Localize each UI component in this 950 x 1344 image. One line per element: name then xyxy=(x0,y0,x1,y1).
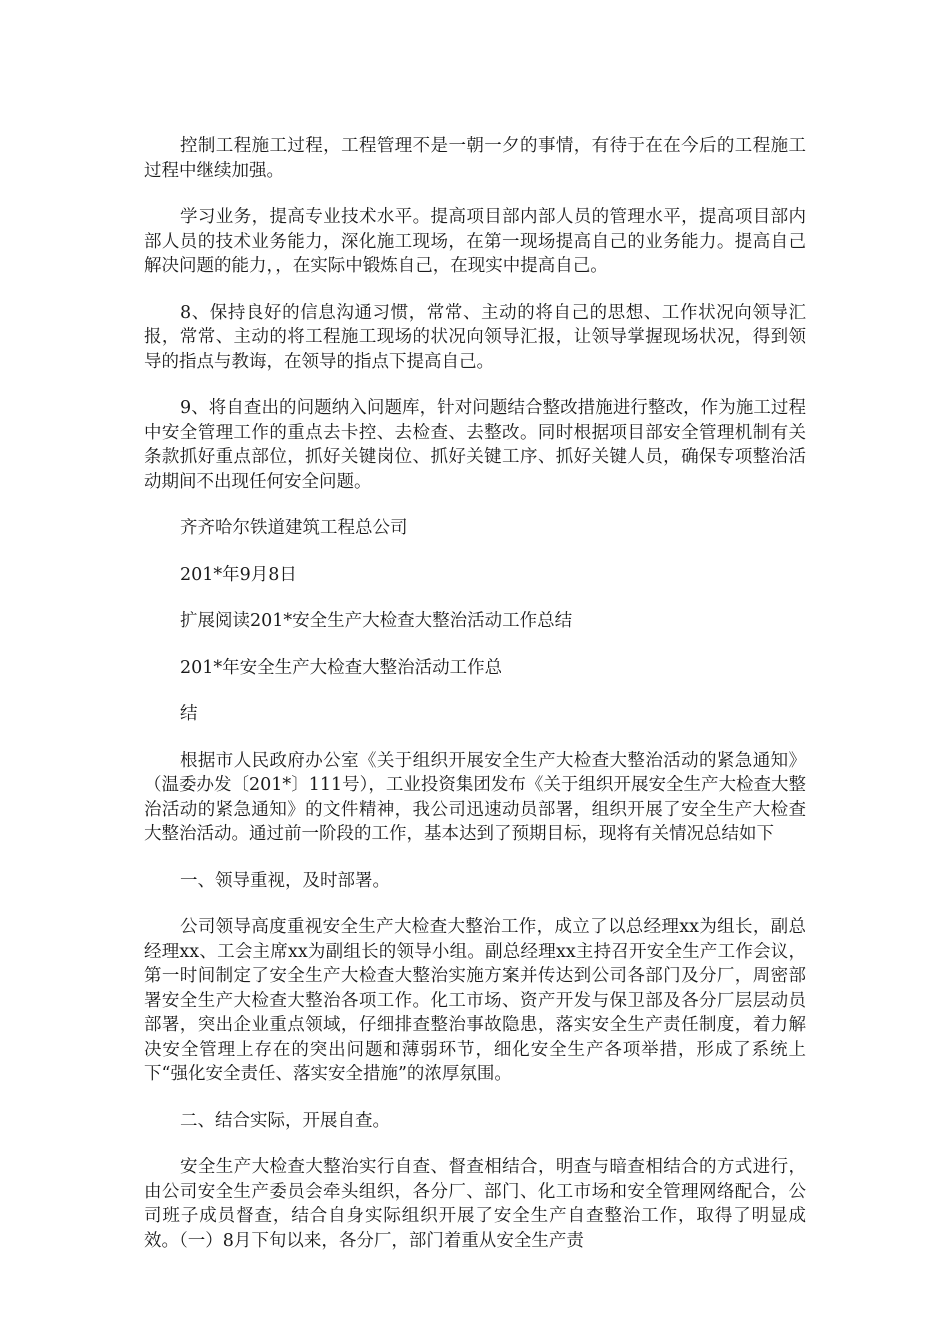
paragraph-leadership: 公司领导高度重视安全生产大检查大整治工作，成立了以总经理xx为组长，副总经理xx、工会主席xx为副组长的领导小组。副总经理xx主持召开安全生产工作会议，第一时间制定了安全生产大检查大整治实施方案并传达到公司各部门及分厂，周密部署安全生产大检查大整治各项工作。化工市场、资产开发与保卫部及各分厂层层动员部署，突出企业重点领域，仔细排查整治事故隐患，落实安全生产责任制度，着力解决安全管理上存在的突出问题和薄弱环节，细化安全生产各项举措，形成了系统上下“强化安全责任、落实安全措施”的浓厚氛围。 xyxy=(144,917,806,1084)
paragraph-study-business: 学习业务，提高专业技术水平。提高项目部内部人员的管理水平，提高项目部内部人员的技术业务能力，深化施工现场，在第一现场提高自己的业务能力。提高自己解决问题的能力，，在实际中锻炼自己，在现实中提高自己。 xyxy=(144,207,806,276)
signature-date: 201*年9月8日 xyxy=(180,564,297,585)
extended-reading-title: 扩展阅读201*安全生产大检查大整治活动工作总结 xyxy=(180,611,573,631)
paragraph-intro: 根据市人民政府办公室《关于组织开展安全生产大检查大整治活动的紧急通知》（温委办发〔201*〕111号），工业投资集团发布《关于组织开展安全生产大检查大整治活动的紧急通知》的文件精神，我公司迅速动员部署，组织开展了安全生产大检查大整治活动。通过前一阶段的工作，基本达到了预期目标，现将有关情况总结如下 xyxy=(144,750,806,844)
section-heading-2: 二、结合实际，开展自查。 xyxy=(180,1110,390,1131)
paragraph-self-check: 安全生产大检查大整治实行自查、督查相结合，明查与暗查相结合的方式进行，由公司安全生产委员会牵头组织，各分厂、部门、化工市场和安全管理网络配合，公司班子成员督查，结合自身实际组织开展了安全生产自查整治工作，取得了明显成效。（一）8月下旬以来，各分厂，部门着重从安全生产责 xyxy=(144,1157,806,1251)
company-signature: 齐齐哈尔铁道建筑工程总公司 xyxy=(180,518,408,538)
paragraph-item-9: 9、将自查出的问题纳入问题库，针对问题结合整改措施进行整改，作为施工过程中安全管理工作的重点去卡控、去检查、去整改。同时根据项目部安全管理机制有关条款抓好重点部位，抓好关键岗位、抓好关键工序、抓好关键人员，确保专项整治活动期间不出现任何安全问题。 xyxy=(144,398,806,492)
summary-title-end: 结 xyxy=(180,704,198,724)
document-page xyxy=(144,134,806,1275)
summary-title: 201*年安全生产大检查大整治活动工作总 xyxy=(180,657,503,678)
paragraph-control-process: 控制工程施工过程，工程管理不是一朝一夕的事情，有待于在在今后的工程施工过程中继续加强。 xyxy=(144,136,806,181)
paragraph-item-8: 8、保持良好的信息沟通习惯，常常、主动的将自己的思想、工作状况向领导汇报，常常、主动的将工程施工现场的状况向领导汇报，让领导掌握现场状况，得到领导的指点与教诲，在领导的指点下提高自己。 xyxy=(144,302,806,372)
section-heading-1: 一、领导重视，及时部署。 xyxy=(180,870,390,891)
